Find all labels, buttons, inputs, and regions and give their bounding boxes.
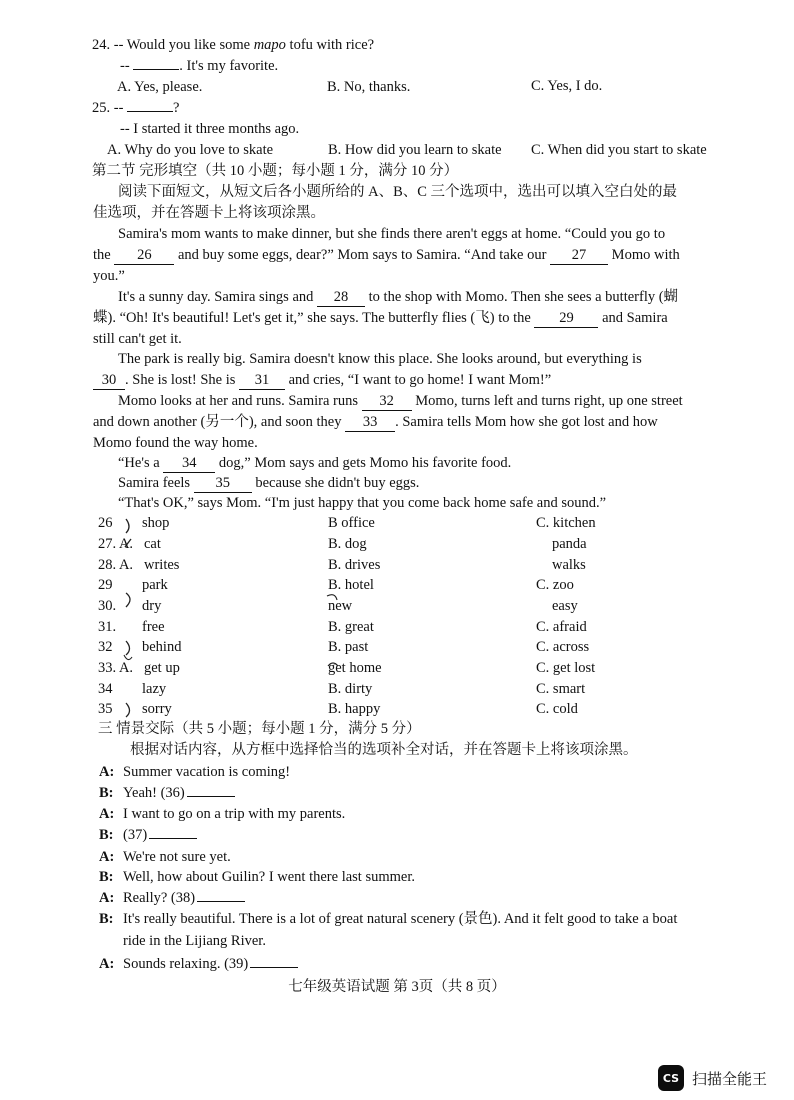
choice-b: new (328, 598, 353, 614)
blank-31: 31 (239, 371, 285, 390)
answer-blank (149, 838, 197, 839)
dialogue-speaker: A: (99, 956, 115, 972)
passage-line: “He's a 34 dog,” Mom says and gets Momo his favorite food. (118, 455, 512, 471)
section3-instruction: 根据对话内容，从方框中选择恰当的选项补全对话，并在答题卡上将该项涂黑。 (130, 742, 638, 758)
camscanner-logo-icon: CS (658, 1065, 684, 1091)
choice-number: 31. (98, 619, 117, 635)
choice-a: lazy (142, 681, 167, 697)
dialogue-line: Yeah! (36) (123, 784, 235, 802)
section2-instruction-line2: 佳选项，并在答题卡上将该项涂黑。 (93, 205, 325, 221)
dialogue-line: Well, how about Guilin? I went there last summer. (123, 869, 415, 885)
passage-line: 30 . She is lost! She is 31 and cries, “I want to go home! I want Mom!” (93, 371, 551, 390)
answer-blank (187, 796, 235, 797)
dialogue-line: ride in the Lijiang River. (123, 933, 266, 949)
passage-line: Momo found the way home. (93, 435, 258, 451)
choice-number: 28. A. (98, 557, 134, 573)
choice-b: B. past (328, 639, 369, 655)
choice-c: walks (552, 557, 586, 573)
choice-a: free (142, 619, 165, 635)
blank-28: 28 (317, 288, 365, 307)
passage-line: 蝶). “Oh! It's beautiful! Let's get it,” she says. The butterfly flies (飞) to the 29 and Samira (93, 310, 668, 326)
dialogue-speaker: A: (99, 849, 115, 865)
passage-line: the 26 and buy some eggs, dear?” Mom says to Samira. “And take our 27 Momo with (93, 247, 680, 263)
choice-b: B. happy (328, 701, 381, 717)
q25-option-b: B. How did you learn to skate (328, 142, 502, 158)
choice-number: 26 (98, 515, 113, 531)
choice-a: shop (142, 515, 170, 531)
choice-b: B. great (328, 619, 374, 635)
passage-line: Momo looks at her and runs. Samira runs 32 Momo, turns left and turns right, up one street (118, 393, 683, 409)
section3-heading: 三 情景交际（共 5 小题；每小题 1 分，满分 5 分） (98, 721, 421, 737)
pen-marks (324, 590, 344, 670)
choice-a: sorry (142, 701, 172, 717)
choice-number: 34 (98, 681, 113, 697)
dialogue-line: It's really beautiful. There is a lot of great natural scenery (景色). And it felt good to take a boat (123, 911, 678, 927)
section2-heading: 第二节 完形填空（共 10 小题；每小题 1 分，满分 10 分） (92, 163, 459, 179)
choice-c: C. smart (536, 681, 586, 697)
choice-b: get home (328, 660, 382, 676)
choice-a: behind (142, 639, 182, 655)
blank-30: 30 (93, 371, 125, 390)
dialogue-line: Really? (38) (123, 889, 245, 907)
choice-c: C. zoo (536, 577, 574, 593)
blank-29: 29 (534, 309, 598, 328)
dialogue-line: (37) (123, 826, 197, 844)
q25-option-a: A. Why do you love to skate (107, 142, 274, 158)
q24-option-c: C. Yes, I do. (531, 78, 603, 94)
dialogue-speaker: A: (99, 764, 115, 780)
choice-c: C. afraid (536, 619, 587, 635)
passage-line: and down another (另一个), and soon they 33 . Samira tells Mom how she got lost and how (93, 414, 658, 430)
answer-blank (133, 69, 179, 70)
choice-b: B. dirty (328, 681, 373, 697)
choice-a: cat (144, 536, 161, 552)
choice-number: 33. A. (98, 660, 134, 676)
answer-blank (250, 967, 298, 968)
section2-instruction-line1: 阅读下面短文，从短文后各小题所给的 A、B、C 三个选项中，选出可以填入空白处的最 (118, 184, 678, 200)
blank-27: 27 (550, 246, 608, 265)
dialogue-speaker: B: (99, 785, 114, 801)
q25-prompt: 25. -- ? (92, 100, 180, 116)
passage-line: still can't get it. (93, 331, 182, 347)
choice-c: C. across (536, 639, 590, 655)
choice-b: B. hotel (328, 577, 374, 593)
dialogue-speaker: A: (99, 890, 115, 906)
choice-number: 29 (98, 577, 113, 593)
passage-line: Samira's mom wants to make dinner, but she finds there aren't eggs at home. “Could you go to (118, 226, 666, 242)
blank-32: 32 (362, 392, 412, 411)
dialogue-line: I want to go on a trip with my parents. (123, 806, 346, 822)
blank-35: 35 (194, 474, 252, 493)
dialogue-line: Summer vacation is coming! (123, 764, 291, 780)
choice-c: C. cold (536, 701, 578, 717)
choice-c: panda (552, 536, 587, 552)
blank-26: 26 (114, 246, 174, 265)
dialogue-speaker: A: (99, 806, 115, 822)
dialogue-speaker: B: (99, 911, 114, 927)
choice-b: B. dog (328, 536, 367, 552)
page-footer: 七年级英语试题 第 3页（共 8 页） (288, 979, 506, 995)
choice-number: 27. A. (98, 536, 134, 552)
pen-marks (120, 513, 140, 723)
scanner-watermark (658, 1065, 767, 1091)
passage-line: “That's OK,” says Mom. “I'm just happy that you come back home safe and sound.” (118, 495, 607, 511)
dialogue-line: We're not sure yet. (123, 849, 231, 865)
passage-line: Samira feels 35 because she didn't buy eggs. (118, 475, 420, 491)
answer-blank (197, 901, 245, 902)
choice-number: 32 (98, 639, 113, 655)
choice-a: get up (144, 660, 180, 676)
choice-b: B office (328, 515, 375, 531)
q24-answer-line: -- . It's my favorite. (120, 58, 279, 74)
dialogue-speaker: B: (99, 869, 114, 885)
blank-34: 34 (163, 454, 215, 473)
passage-line: you.” (93, 268, 125, 284)
choice-b: B. drives (328, 557, 381, 573)
choice-a: dry (142, 598, 162, 614)
choice-a: park (142, 577, 168, 593)
choice-number: 30. (98, 598, 117, 614)
choice-number: 35 (98, 701, 113, 717)
choice-c: easy (552, 598, 578, 614)
passage-line: The park is really big. Samira doesn't know this place. She looks around, but everything is (118, 351, 642, 367)
q24-option-a: A. Yes, please. (117, 79, 203, 95)
q25-option-c: C. When did you start to skate (531, 142, 707, 158)
q25-reply: -- I started it three months ago. (120, 121, 300, 137)
passage-line: It's a sunny day. Samira sings and 28 to the shop with Momo. Then she sees a butterfly (蝴 (118, 289, 679, 305)
answer-blank (127, 111, 173, 112)
q24-option-b: B. No, thanks. (327, 79, 411, 95)
q24-prompt: 24. -- Would you like some mapo tofu with rice? (92, 37, 375, 53)
blank-33: 33 (345, 413, 395, 432)
scanner-label: 扫描全能王 (692, 1069, 768, 1088)
choice-a: writes (144, 557, 180, 573)
choice-c: C. get lost (536, 660, 596, 676)
choice-c: C. kitchen (536, 515, 596, 531)
dialogue-line: Sounds relaxing. (39) (123, 955, 298, 973)
dialogue-speaker: B: (99, 827, 114, 843)
